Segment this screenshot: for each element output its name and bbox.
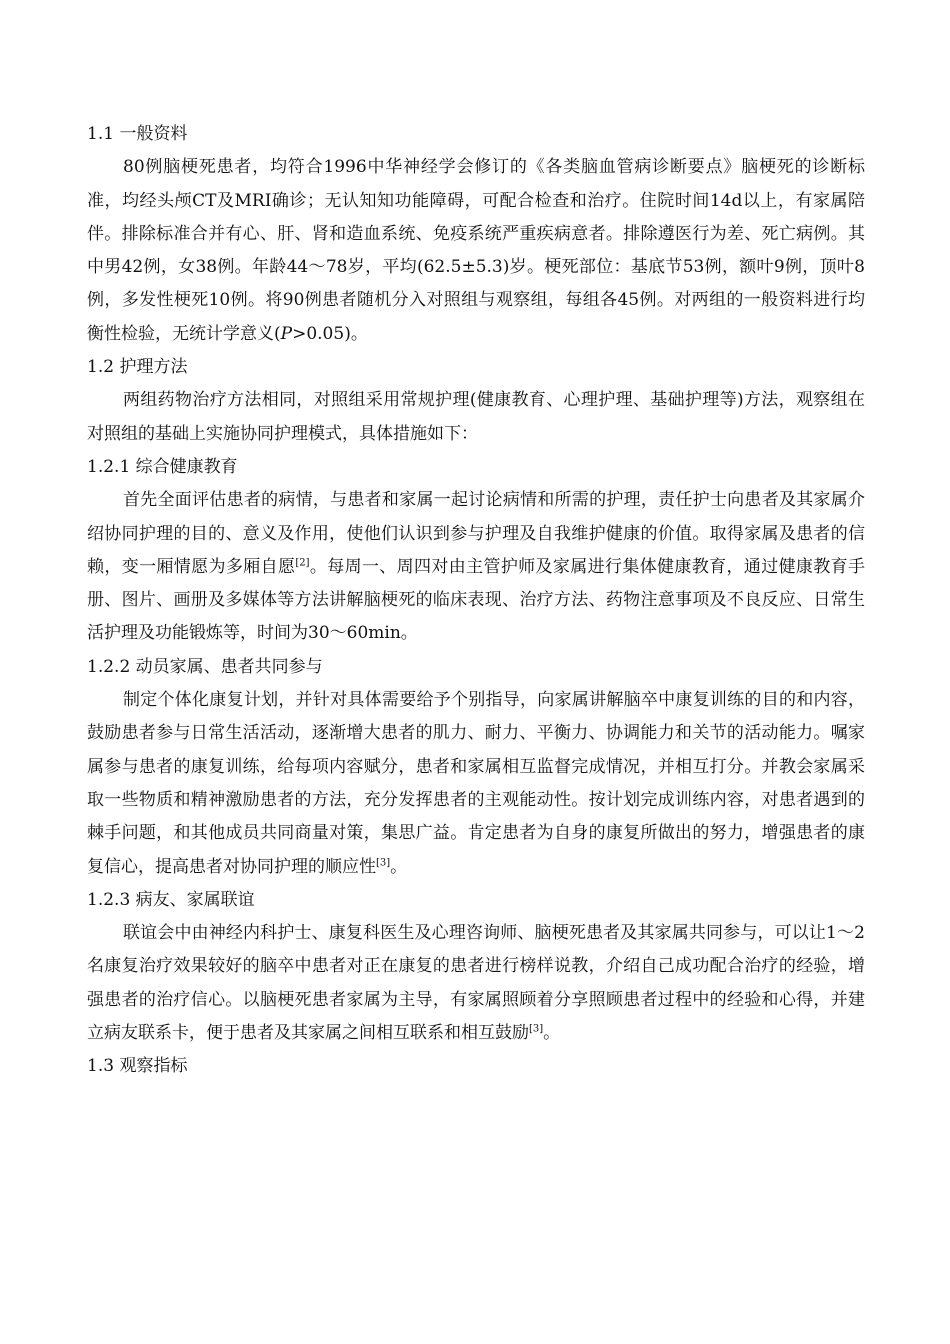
paragraph-text: 首先全面评估患者的病情，与患者和家属一起讨论病情和所需的护理，责任护士向患者及其家属介绍协同护理的目的、意义及作用，使他们认识到参与护理及自我维护健康的价值。取得家属及患者的信赖，变一厢情愿为多厢自愿 xyxy=(87,490,865,577)
document-page xyxy=(87,118,865,1084)
heading-1-1: 1.1 一般资料 xyxy=(87,124,188,144)
heading-1-2-2: 1.2.2 动员家属、患者共同参与 xyxy=(87,656,323,677)
paragraph-general-data xyxy=(87,151,865,351)
paragraph-patient-fellowship xyxy=(87,917,865,1050)
paragraph-text: 。 xyxy=(543,1023,561,1044)
paragraph-health-education xyxy=(87,484,865,650)
citation-ref: [3] xyxy=(529,1023,544,1035)
paragraph-text: 制定个体化康复计划，并针对具体需要给予个别指导，向家属讲解脑卒中康复训练的目的和内容，鼓励患者参与日常生活活动，逐渐增大患者的肌力、耐力、平衡力、协调能力和关节的活动能力。嘱家属参与患者的康复训练，给每项内容赋分，患者和家属相互监督完成情况，并相互打分。并教会家属采取一些物质和精神激励患者的方法，充分发挥患者的主观能动性。按计划完成训练内容，对患者遇到的棘手问题，和其他成员共同商量对策，集思广益。肯定患者为自身的康复所做出的努力，增强患者的康复信心，提高患者对协同护理的顺应性 xyxy=(87,690,865,877)
p-value-symbol: P xyxy=(280,323,293,344)
paragraph-text: >0.05)。 xyxy=(292,323,368,344)
citation-ref: [3] xyxy=(376,856,391,868)
heading-1-2-1: 1.2.1 综合健康教育 xyxy=(87,456,238,477)
heading-1-3: 1.3 观察指标 xyxy=(87,1056,188,1077)
paragraph-text: 。每周一、周四对由主管护师及家属进行集体健康教育，通过健康教育手册、图片、画册及多媒体等方法讲解脑梗死的临床表现、治疗方法、药物注意事项及不良反应、日常生活护理及功能锻炼等，时间为30～60min。 xyxy=(87,556,866,644)
paragraph-text: 80例脑梗死患者，均符合1996中华神经学会修订的《各类脑血管病诊断要点》脑梗死的诊断标准，均经头颅CT及MRI确诊；无认知知功能障碍，可配合检查和治疗。住院时间14d以上，有家属陪伴。排除标准合并有心、肝、肾和造血系统、免疫系统严重疾病意者。排除遵医行为差、死亡病例。其中男42例，女38例。年龄44～78岁，平均(62.5±5.3)岁。梗死部位：基底节53例，额叶9例，顶叶8例，多发性梗死10例。将90例患者随机分入对照组与观察组，每组各45例。对两组的一般资料进行均衡性检验，无统计学意义( xyxy=(87,157,865,344)
paragraph-nursing-methods: 两组药物治疗方法相同，对照组采用常规护理(健康教育、心理护理、基础护理等)方法，观察组在对照组的基础上实施协同护理模式，具体措施如下： xyxy=(87,390,865,444)
paragraph-text: 联谊会中由神经内科护士、康复科医生及心理咨询师、脑梗死患者及其家属共同参与，可以让1～2名康复治疗效果较好的脑卒中患者对正在康复的患者进行榜样说教，介绍自己成功配合治疗的经验，增强患者的治疗信心。以脑梗死患者家属为主导，有家属照顾着分享照顾患者过程中的经验和心得，并建立病友联系卡，便于患者及其家属之间相互联系和相互鼓励 xyxy=(87,923,865,1044)
citation-ref: [2] xyxy=(295,557,310,569)
paragraph-text: 。 xyxy=(390,856,408,877)
paragraph-family-participation xyxy=(87,684,865,884)
heading-1-2-3: 1.2.3 病友、家属联谊 xyxy=(87,889,255,910)
heading-1-2: 1.2 护理方法 xyxy=(87,357,188,378)
